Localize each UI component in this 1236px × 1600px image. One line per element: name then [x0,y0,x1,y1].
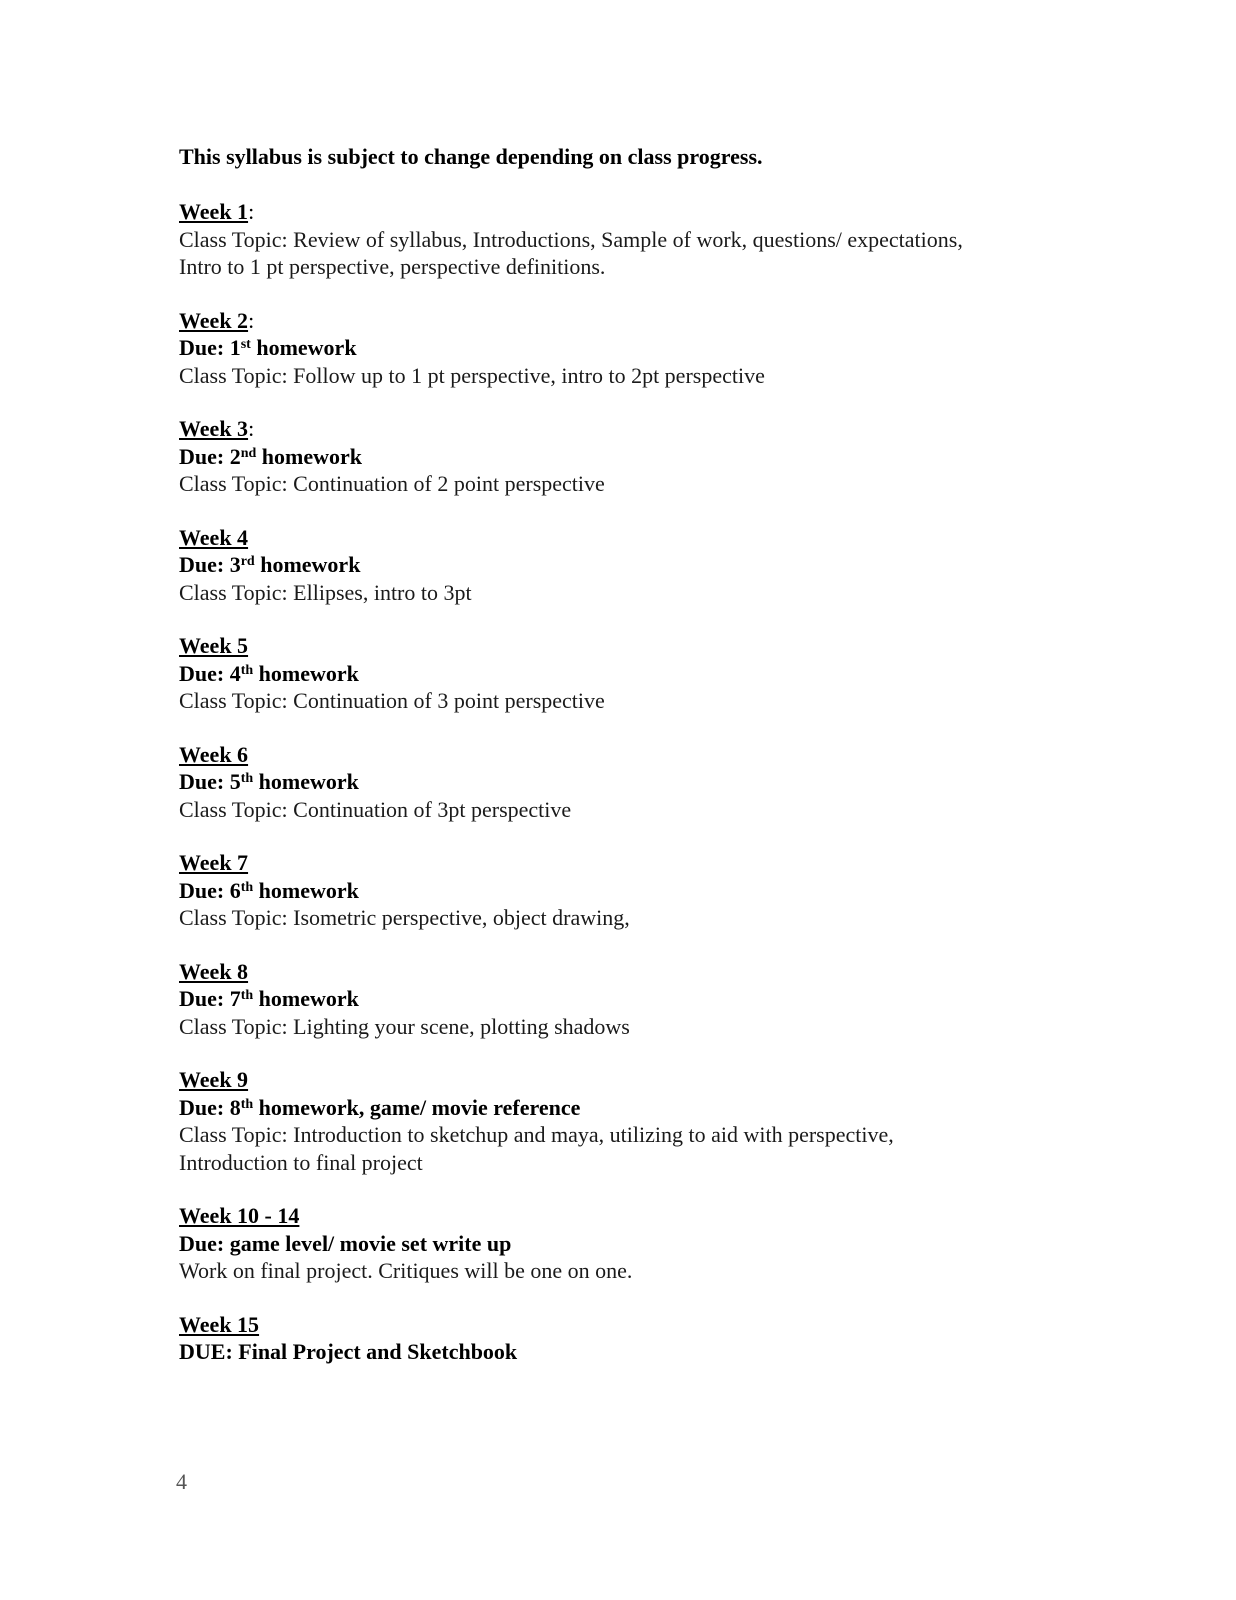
due-ordinal: 1 [229,335,241,360]
due-ordinal-suffix: th [240,662,254,678]
due-line [179,877,1079,905]
due-prefix: Due: [179,877,230,903]
week-block [179,632,1079,715]
due-line [179,1094,1079,1122]
due-line [179,985,1079,1013]
due-text: homework [250,335,357,360]
week-heading: Week 2 [179,307,249,333]
week-heading-line [179,849,1079,877]
week-block [179,958,1079,1041]
class-topic-line: Class Topic: Ellipses, intro to 3pt [179,579,472,605]
week-block [179,741,1079,824]
week-heading-line [179,1066,1079,1094]
week-heading-line [179,1311,1079,1339]
week-list [179,198,1079,1366]
class-topic-line: Class Topic: Continuation of 3 point perspective [179,688,605,713]
week-block [179,849,1079,932]
due-prefix: Due: [179,986,230,1011]
due-ordinal: 2 [229,443,241,469]
due-ordinal: 4 [229,660,241,686]
week-heading-line [179,198,1079,226]
class-topic-line: Class Topic: Continuation of 3pt perspective [179,796,572,822]
syllabus-notice: This syllabus is subject to change depending on class progress. [179,144,763,169]
due-text: homework [256,443,363,469]
due-text: homework [254,552,361,577]
week-heading: Week 7 [179,850,249,875]
due-prefix: DUE: Final Project and Sketchbook [179,1339,518,1364]
week-heading: Week 5 [179,633,249,658]
due-prefix: Due: [179,1094,230,1120]
due-ordinal-suffix: th [240,771,254,786]
week-block [179,198,1079,281]
due-prefix: Due: [179,552,230,577]
due-ordinal: 8 [229,1094,241,1120]
due-prefix: Due: [179,335,230,360]
week-heading-line [179,741,1079,769]
due-ordinal-suffix: th [240,879,254,895]
week-heading: Week 8 [179,958,249,984]
class-topic-line: Class Topic: Follow up to 1 pt perspective, intro to 2pt perspective [179,362,765,388]
week-heading: Week 9 [179,1067,249,1092]
due-line [179,1338,1079,1366]
due-prefix: Due: [179,769,230,794]
page-number: 4 [176,1469,187,1494]
due-prefix: Due: [179,443,230,469]
week-heading-line [179,632,1079,660]
due-text: homework [253,660,359,686]
week-heading-line [179,958,1079,986]
due-ordinal-suffix: th [240,1096,254,1112]
due-prefix: Due: [179,660,230,686]
class-topic-line: Class Topic: Lighting your scene, plotting shadows [179,1013,630,1039]
due-text: homework [253,769,359,794]
week-block [179,307,1079,390]
due-line [179,334,1079,362]
week-heading: Week 1 [179,199,249,224]
due-text: homework [253,877,359,903]
week-block [179,524,1079,607]
week-block [179,1311,1079,1366]
due-ordinal-suffix: nd [240,445,257,461]
week-heading: Week 6 [179,741,249,767]
week-heading: Week 4 [179,524,249,550]
due-line [179,768,1079,796]
syllabus-content [179,143,1079,1392]
class-topic-line: Introduction to final project [179,1149,423,1175]
due-ordinal: 6 [229,877,241,903]
due-ordinal: 7 [229,986,241,1011]
class-topic-line: Class Topic: Review of syllabus, Introductions, Sample of work, questions/ expectations, [179,226,963,252]
week-heading: Week 10 - 14 [179,1203,300,1228]
due-text: homework, game/ movie reference [253,1094,581,1120]
class-topic-line: Work on final project. Critiques will be one on one. [179,1258,633,1283]
due-ordinal: 5 [229,769,241,794]
due-line [179,1230,1079,1258]
due-ordinal-suffix: rd [240,554,255,569]
class-topic-line: Class Topic: Isometric perspective, object drawing, [179,905,630,930]
week-heading: Week 15 [179,1311,260,1337]
week-heading-line [179,1202,1079,1230]
week-heading: Week 3 [179,416,249,441]
due-ordinal-suffix: st [240,337,251,352]
due-prefix: Due: game level/ movie set write up [179,1230,512,1256]
week-heading-line [179,307,1079,335]
due-ordinal: 3 [229,552,241,577]
class-topic-line: Class Topic: Introduction to sketchup and maya, utilizing to aid with perspective, [179,1122,894,1147]
due-line [179,443,1079,471]
week-heading-colon: : [248,307,255,333]
week-heading-colon: : [248,199,255,224]
week-heading-line [179,524,1079,552]
class-topic-line: Class Topic: Continuation of 2 point perspective [179,471,605,496]
class-topic-line: Intro to 1 pt perspective, perspective definitions. [179,254,606,279]
due-line [179,660,1079,688]
week-block [179,1202,1079,1285]
week-heading-colon: : [248,416,255,441]
week-block [179,415,1079,498]
due-ordinal-suffix: th [240,988,254,1003]
week-block [179,1066,1079,1176]
due-line [179,551,1079,579]
due-text: homework [253,986,359,1011]
week-heading-line [179,415,1079,443]
